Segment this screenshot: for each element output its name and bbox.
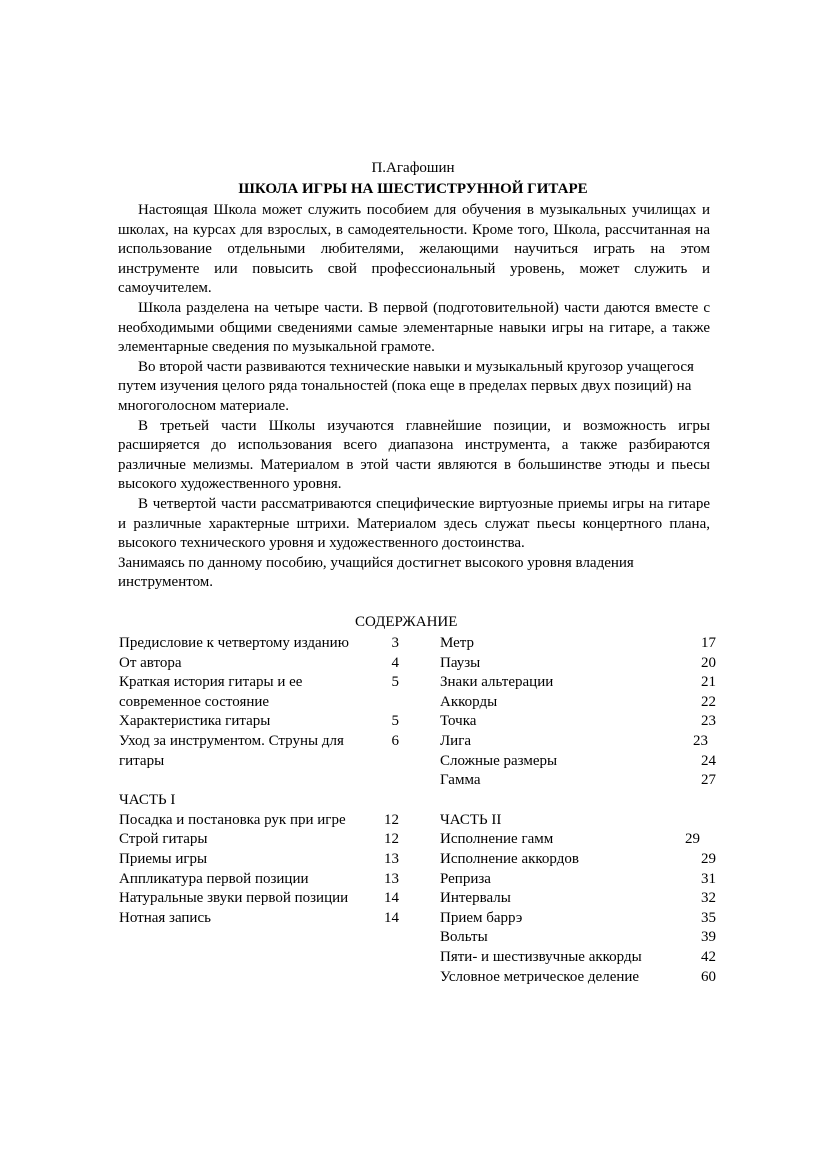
toc-entry-page: 22 bbox=[701, 693, 716, 710]
toc-entry-page: 60 bbox=[701, 968, 716, 985]
toc-entry bbox=[119, 811, 399, 831]
toc-entry-label: Прием баррэ bbox=[440, 909, 523, 926]
toc-entry bbox=[440, 928, 716, 948]
paragraph: Занимаясь по данному пособию, учащийся достигнет высокого уровня владения инструментом. bbox=[118, 554, 634, 591]
toc-entry-page: 29 bbox=[701, 850, 716, 867]
toc-entry-page: 14 bbox=[384, 890, 399, 907]
toc-entry-page: 5 bbox=[391, 713, 399, 730]
toc-entry bbox=[119, 909, 399, 929]
toc-entry bbox=[440, 654, 716, 674]
toc-entry-label: Метр bbox=[440, 635, 475, 651]
toc-entry-label: Аккорды bbox=[440, 693, 498, 710]
document-title: ШКОЛА ИГРЫ НА ШЕСТИСТРУННОЙ ГИТАРЕ bbox=[238, 181, 588, 197]
toc-entry-label: Исполнение гамм bbox=[440, 831, 554, 848]
author-name: П.Агафошин bbox=[371, 160, 455, 176]
toc-entry-page: 32 bbox=[701, 890, 716, 907]
toc-right-column bbox=[440, 634, 716, 987]
toc-entry-page: 6 bbox=[391, 732, 399, 749]
toc-entry bbox=[119, 654, 399, 674]
toc-entry bbox=[440, 673, 716, 693]
toc-entry-page: 14 bbox=[384, 909, 399, 926]
toc-entry-page: 12 bbox=[384, 811, 399, 828]
toc-entry bbox=[440, 634, 716, 654]
toc-entry-page: 39 bbox=[701, 929, 716, 946]
toc-entry bbox=[119, 870, 399, 890]
toc-entry-label: Пяти- и шестизвучные аккорды bbox=[440, 948, 642, 965]
toc-entry-label: Паузы bbox=[440, 654, 481, 671]
toc-entry-page: 23 bbox=[693, 732, 708, 749]
toc-entry bbox=[440, 732, 716, 752]
toc-entry-label: Приемы игры bbox=[119, 850, 208, 867]
toc-entry bbox=[119, 634, 399, 654]
toc-entry bbox=[119, 673, 399, 712]
part-heading: ЧАСТЬ II bbox=[440, 811, 502, 828]
toc-entry-label: Посадка и постановка рук при игре bbox=[119, 811, 346, 828]
intro-text bbox=[118, 201, 710, 593]
toc-entry-page: 24 bbox=[701, 752, 716, 769]
toc-entry bbox=[440, 909, 716, 929]
paragraph: Школа разделена на четыре части. В первой (подготовительной) части даются вместе с необходимыми общими сведениями самые элементарные навыки игры на гитаре, а также элементарные сведения по музыкальной грамоте. bbox=[118, 299, 710, 356]
paragraph: Настоящая Школа может служить пособием для обучения в музыкальных училищах и школах, на курсах для взрослых, в самодеятельности. Кроме того, Школа, рассчитанная на использование отдельными любителями, желающими научиться играть на этом инструменте или повысить свой профессиональный уровень, может служить и самоучителем. bbox=[118, 202, 710, 297]
toc-entry bbox=[119, 830, 399, 850]
toc-entry-page: 5 bbox=[391, 674, 399, 691]
toc-entry-label: Краткая история гитары и ее современное состояние bbox=[119, 674, 303, 710]
toc-entry-label: Точка bbox=[440, 713, 477, 730]
toc-left-column bbox=[119, 634, 399, 928]
toc-entry bbox=[440, 850, 716, 870]
toc-entry bbox=[440, 968, 716, 988]
toc-entry-page: 29 bbox=[685, 831, 700, 848]
toc-entry-label: Реприза bbox=[440, 870, 491, 887]
toc-entry bbox=[119, 712, 399, 732]
part-heading: ЧАСТЬ I bbox=[119, 792, 176, 809]
toc-entry-page: 12 bbox=[384, 831, 399, 848]
toc-entry bbox=[440, 870, 716, 890]
paragraph: В четвертой части рассматриваются специфические виртуозные приемы игры на гитаре и различные характерные штрихи. Материалом здесь служат пьесы концертного плана, высокого технического уровня и художественного достоинства. bbox=[118, 495, 710, 552]
paragraph: Во второй части развиваются технические навыки и музыкальный кругозор учащегося путем изучения целого ряда тональностей (пока еще в пределах первых двух позиций) на многоголосном материале. bbox=[118, 358, 694, 414]
toc-entry-label: Интервалы bbox=[440, 890, 511, 907]
toc-entry-page: 42 bbox=[701, 948, 716, 965]
toc-entry-label: Вольты bbox=[440, 929, 488, 946]
toc-entry-page: 31 bbox=[701, 870, 716, 887]
toc-entry-label: Лига bbox=[440, 732, 472, 749]
toc-entry-label: Условное метрическое деление bbox=[440, 968, 640, 985]
toc-entry-page: 27 bbox=[701, 772, 716, 789]
toc-entry-page: 23 bbox=[701, 713, 716, 730]
toc-entry-page: 13 bbox=[384, 870, 399, 887]
toc-entry-label: Сложные размеры bbox=[440, 752, 558, 769]
toc-entry bbox=[440, 830, 716, 850]
toc-heading: СОДЕРЖАНИЕ bbox=[355, 614, 458, 630]
toc-entry-page: 13 bbox=[384, 850, 399, 867]
toc-entry-page: 4 bbox=[391, 654, 399, 671]
toc-entry-label: Нотная запись bbox=[119, 909, 211, 926]
toc-entry-label: Аппликатура первой позиции bbox=[119, 870, 309, 887]
toc-entry-page: 20 bbox=[701, 654, 716, 671]
toc-entry-label: Исполнение аккордов bbox=[440, 850, 579, 867]
toc-entry bbox=[440, 771, 716, 791]
toc-entry bbox=[119, 732, 399, 771]
toc-entry bbox=[440, 948, 716, 968]
toc-entry-page: 17 bbox=[701, 635, 716, 651]
toc-entry-label: Уход за инструментом. Струны для гитары bbox=[119, 732, 344, 769]
toc-entry-label: Гамма bbox=[440, 772, 481, 789]
toc-entry-label: Знаки альтерации bbox=[440, 674, 554, 691]
toc-entry-label: Предисловие к четвертому изданию bbox=[119, 635, 349, 651]
toc-entry-label: Характеристика гитары bbox=[119, 713, 271, 730]
toc-entry-label: От автора bbox=[119, 654, 182, 671]
paragraph: В третьей части Школы изучаются главнейшие позиции, и возможность игры расширяется до использования всего диапазона инструмента, а также разбираются различные мелизмы. Материалом в этой части являются в большинстве этюды и пьесы высокого художественного уровня. bbox=[118, 417, 710, 493]
toc-entry bbox=[440, 712, 716, 732]
toc-entry bbox=[119, 889, 399, 909]
toc-entry bbox=[440, 693, 716, 713]
toc-entry bbox=[119, 850, 399, 870]
toc-entry-page: 35 bbox=[701, 909, 716, 926]
toc-entry-label: Натуральные звуки первой позиции bbox=[119, 890, 349, 907]
toc-entry-page: 21 bbox=[701, 674, 716, 691]
toc-entry bbox=[440, 889, 716, 909]
toc-entry bbox=[440, 752, 716, 772]
toc-entry-label: Строй гитары bbox=[119, 831, 208, 848]
toc-entry-page: 3 bbox=[391, 635, 399, 651]
